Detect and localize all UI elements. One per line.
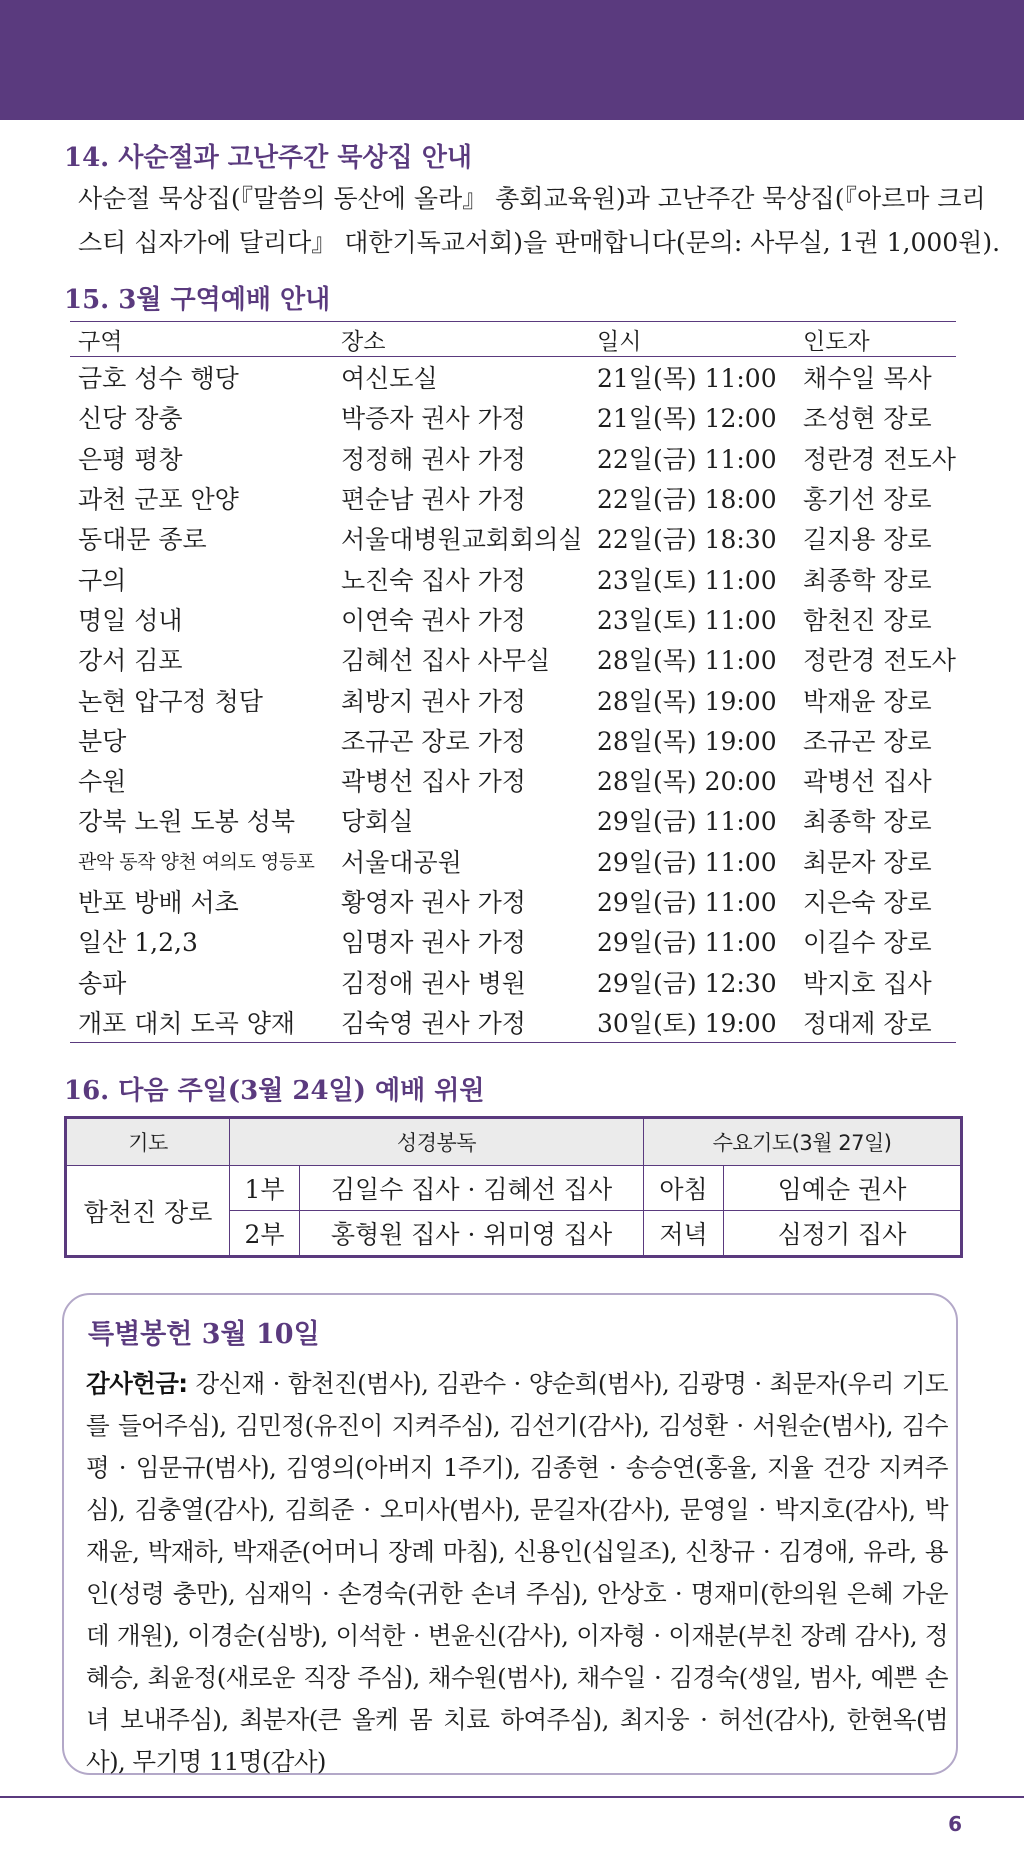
wednesday-prayer-person: 임예순 권사 [724,1166,962,1211]
service-datetime: 30일(토) 19:00 [589,1002,795,1043]
service-datetime: 29일(금) 12:30 [597,968,777,998]
service-place: 김숙영 권사 가정 [333,1002,589,1043]
district-name: 강서 김포 [78,646,183,676]
section-14-title: 14. 사순절과 고난주간 묵상집 안내 [64,143,472,173]
section-14-body [78,177,1001,265]
service-place: 김정애 권사 병원 [341,968,526,998]
service-datetime: 29일(금) 11:00 [597,888,777,917]
service-datetime: 23일(토) 11:00 [597,565,777,595]
service-leader: 최문자 장로 [803,847,932,877]
service-leader: 지은숙 장로 [803,888,932,917]
service-leader: 박재윤 장로 [803,686,932,716]
service-place: 김혜선 집사 사무실 [341,646,551,676]
service-leader: 정대제 장로 [795,1002,956,1043]
district-name: 구의 [78,565,127,595]
service-leader: 조규곤 장로 [803,726,932,756]
table-header-row [66,1118,962,1166]
service-leader: 길지용 장로 [803,525,932,555]
table-row [70,679,956,719]
table-row [70,1002,956,1043]
district-service-table [70,321,956,1043]
scripture-readers: 김일수 집사 · 김혜선 집사 [300,1166,644,1211]
col-header-place: 장소 [333,322,589,357]
service-part: 2부 [230,1211,300,1257]
table-row [70,760,956,800]
district-name: 송파 [78,968,127,998]
service-place: 여신도실 [341,364,438,394]
district-name: 금호 성수 행당 [78,364,239,394]
table-row [70,478,956,518]
col-header-district: 구역 [70,322,333,357]
district-name: 신당 장충 [78,404,183,434]
district-name: 동대문 종로 [78,525,207,555]
header-scripture-reading: 성경봉독 [230,1118,644,1166]
service-part: 1부 [230,1166,300,1211]
service-leader: 최종학 장로 [803,807,932,837]
col-header-datetime: 일시 [589,322,795,357]
wednesday-prayer-person: 심정기 집사 [724,1211,962,1257]
service-leader: 함천진 장로 [803,605,932,635]
table-row [70,397,956,437]
service-leader: 최종학 장로 [803,565,932,595]
service-datetime: 28일(목) 11:00 [597,646,777,676]
service-leader: 정란경 전도사 [803,646,956,676]
service-place: 서울대공원 [341,847,462,877]
section-14-line: 스티 십자가에 달리다』 대한기독교서회)을 판매합니다(문의: 사무실, 1권 1,000원). [78,228,1001,257]
service-datetime: 21일(목) 11:00 [597,364,777,394]
district-name: 개포 대치 도곡 양재 [70,1002,333,1043]
service-datetime: 21일(목) 12:00 [597,404,777,434]
district-name: 일산 1,2,3 [78,928,198,958]
district-name: 수원 [78,767,127,797]
service-place: 편순남 권사 가정 [341,485,526,515]
service-leader: 채수일 목사 [803,364,932,394]
service-leader: 이길수 장로 [803,928,932,958]
table-row [70,881,956,921]
header-prayer: 기도 [66,1118,230,1166]
service-datetime: 22일(금) 11:00 [597,444,777,474]
col-header-leader: 인도자 [795,322,956,357]
service-datetime: 29일(금) 11:00 [597,928,777,958]
service-place: 곽병선 집사 가정 [341,767,526,797]
district-name: 명일 성내 [78,605,183,635]
service-datetime: 22일(금) 18:00 [597,485,777,515]
service-place: 서울대병원교회회의실 [341,525,583,555]
district-name: 관악 동작 양천 여의도 영등포 [78,851,315,874]
worship-roles-table [64,1116,963,1258]
table-row [70,961,956,1001]
service-datetime: 29일(금) 11:00 [597,847,777,877]
section-15-title: 15. 3월 구역예배 안내 [64,285,331,315]
service-place: 노진숙 집사 가정 [341,565,526,595]
thanksgiving-offering-list: 강신재 · 함천진(범사), 김관수 · 양순희(범사), 김광명 · 최문자(우리 기도를 들어주심), 김민정(유진이 지켜주심), 김선기(감사), 김성환 · 서원순(범사), 김수평 · 임문규(범사), 김영의(아버지 1주기), 김종현 · 송승연(홍율, 지율 건강 지켜주심), 김충열(감사), 김희준 · 오미사(범사), 문길자(감사), 문영일 · 박지호(감사), 박재윤, 박재하, 박재준(어머니 장례 마침), 신용인(십일조), 신창규 · 김경애, 유라, 용인(성령 충만), 심재익 · 손경숙(귀한 손녀 주심), 안상호 · 명재미(한의원 은혜 가운데 개원), 이경순(심방), 이석한 · 변윤신(감사), 이자형 · 이재분(부친 장례 감사), 정혜승, 최윤정(새로운 직장 주심), 채수원(범사), 채수일 · 김경숙(생일, 범사, 예쁜 손녀 보내주심), 최분자(큰 올케 몸 치료 하여주심), 최지웅 · 허선(감사), 한현옥(범사), 무기명 11명(감사) [86,1369,948,1776]
service-datetime: 23일(토) 11:00 [597,605,777,635]
service-datetime: 28일(목) 20:00 [597,767,777,797]
service-place: 조규곤 장로 가정 [341,726,526,756]
scripture-readers: 홍형원 집사 · 위미영 집사 [300,1211,644,1257]
table-row [70,921,956,961]
service-place: 임명자 권사 가정 [341,928,526,958]
table-row [70,438,956,478]
section-14-line: 사순절 묵상집(『말씀의 동산에 올라』 총회교육원)과 고난주간 묵상집(『아르마 크리 [78,184,986,213]
service-place: 이연숙 권사 가정 [341,605,526,635]
service-datetime: 22일(금) 18:30 [597,525,777,555]
table-row [70,841,956,881]
district-name: 반포 방배 서초 [78,888,239,917]
wednesday-time: 저녁 [644,1211,724,1257]
wednesday-time: 아침 [644,1166,724,1211]
service-datetime: 28일(목) 19:00 [597,726,777,756]
section-16-title: 16. 다음 주일(3월 24일) 예배 위원 [64,1076,485,1106]
header-band [0,0,1024,120]
district-name: 논현 압구정 청담 [78,686,263,716]
service-place: 당회실 [341,807,414,837]
table-row [70,800,956,840]
table-row [70,720,956,760]
service-leader: 정란경 전도사 [803,444,956,474]
district-name: 과천 군포 안양 [78,485,239,515]
page-number: 6 [948,1812,962,1836]
table-row [70,518,956,558]
district-name: 강북 노원 도봉 성북 [78,807,296,837]
special-offering-body [86,1363,948,1783]
service-leader: 홍기선 장로 [803,485,932,515]
service-leader: 곽병선 집사 [803,767,932,797]
service-datetime: 29일(금) 11:00 [597,807,777,837]
prayer-person: 함천진 장로 [66,1166,230,1257]
table-header-row [70,322,956,357]
header-wednesday-prayer: 수요기도(3월 27일) [644,1118,962,1166]
district-name: 분당 [78,726,127,756]
special-offering-title: 특별봉헌 3월 10일 [88,1319,320,1350]
table-row [66,1166,962,1211]
service-place: 황영자 권사 가정 [341,888,526,917]
service-place: 최방지 권사 가정 [341,686,526,716]
footer-divider [0,1796,1024,1798]
district-name: 은평 평창 [78,444,183,474]
table-row [70,639,956,679]
service-place: 박증자 권사 가정 [341,404,526,434]
service-leader: 조성현 장로 [803,404,932,434]
table-row [70,558,956,598]
thanksgiving-offering-label: 감사헌금: [86,1369,188,1398]
service-leader: 박지호 집사 [803,968,932,998]
table-row [70,599,956,639]
table-row [70,357,956,398]
service-datetime: 28일(목) 19:00 [597,686,777,716]
service-place: 정정해 권사 가정 [341,444,526,474]
